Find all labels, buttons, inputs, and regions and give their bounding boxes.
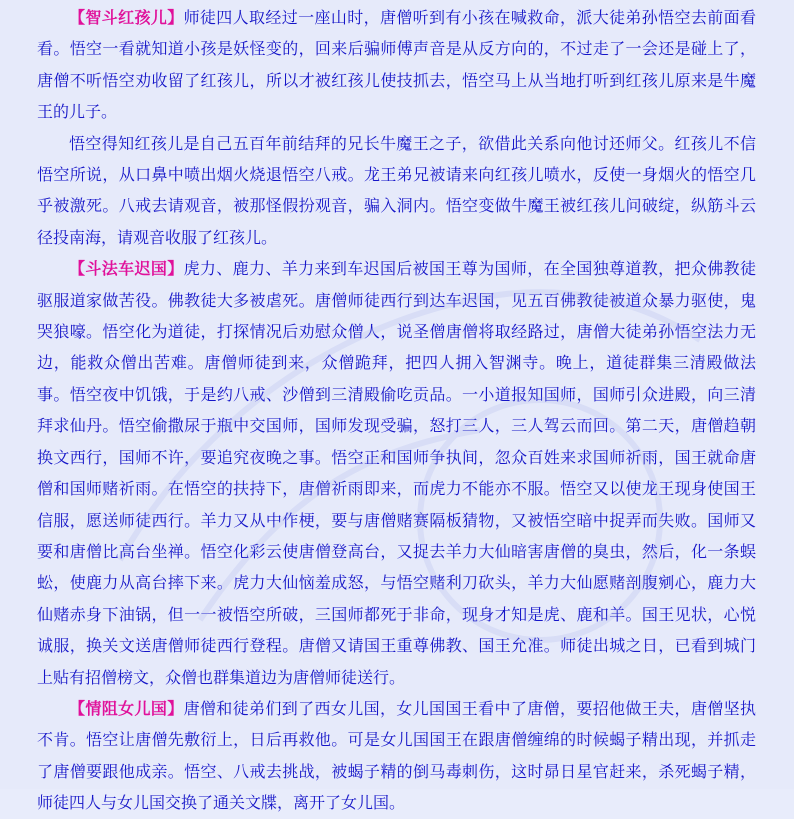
paragraph-1 bbox=[37, 2, 756, 128]
paragraph-3 bbox=[37, 253, 756, 693]
paragraph-text: 师徒四人取经过一座山时，唐僧听到有小孩在喊救命，派大徒弟孙悟空去前面看看。悟空一看就知道小孩是妖怪变的，回来后骗师傅声音是从反方向的，不过走了一会还是碰上了，唐僧不听悟空劝收留了红孩儿，所以才被红孩儿使技抓去，悟空马上从当地打听到红孩儿原来是牛魔王的儿子。 bbox=[37, 8, 756, 122]
paragraph-2 bbox=[37, 128, 756, 254]
paragraph-text: 唐僧和徒弟们到了西女儿国，女儿国国王看中了唐僧，要招他做王夫，唐僧坚执不肯。悟空让唐僧先敷衍上，日后再救他。可是女儿国国王在跟唐僧缠绵的时候蝎子精出现，并抓走了唐僧要跟他成亲。悟空、八戒去挑战，被蝎子精的倒马毒刺伤，这时昴日星官赶来，杀死蝎子精，师徒四人与女儿国交换了通关文牒，离开了女儿国。 bbox=[37, 698, 756, 813]
paragraph-text: 悟空得知红孩儿是自己五百年前结拜的兄长牛魔王之子，欲借此关系向他讨还师父。红孩儿不信悟空所说，从口鼻中喷出烟火烧退悟空八戒。龙王弟兄被请来向红孩儿喷水，反使一身烟火的悟空几乎被激死。八戒去请观音，被那怪假扮观音，骗入洞内。悟空变做牛魔王被红孩儿问破绽，纵筋斗云径投南海，请观音收服了红孩儿。 bbox=[37, 133, 756, 247]
section-heading: 【斗法车迟国】 bbox=[69, 259, 184, 279]
paragraph-4 bbox=[37, 693, 756, 819]
section-heading: 【智斗红孩儿】 bbox=[69, 8, 184, 27]
paragraph-text: 虎力、鹿力、羊力来到车迟国后被国王尊为国师，在全国独尊道教，把众佛教徒驱服道家做苦役。佛教徒大多被虐死。唐僧师徒西行到达车迟国，见五百佛教徒被道众暴力驱使，鬼哭狼嚎。悟空化为道徒，打探情况后劝慰众僧人，说圣僧唐僧将取经路过，唐僧大徒弟孙悟空法力无边，能救众僧出苦难。唐僧师徒到来，众僧跪拜，把四人拥入智渊寺。晚上，道徒群集三清殿做法事。悟空夜中饥饿，于是约八戒、沙僧到三清殿偷吃贡品。一小道报知国师，国师引众进殿，向三清拜求仙丹。悟空偷撒尿于瓶中交国师，国师发现受骗，怒打三人，三人驾云而回。第二天，唐僧趋朝换文西行，国师不许，要追究夜晚之事。悟空正和国师争执间，忽众百姓来求国师祈雨，国王就命唐僧和国师赌祈雨。在悟空的扶持下，唐僧祈雨即来，而虎力不能亦不服。悟空又以使龙王现身使国王信服，愿送师徒西行。羊力又从中作梗，要与唐僧赌赛隔板猜物，又被悟空暗中捉弄而失败。国师又要和唐僧比高台坐禅。悟空化彩云使唐僧登高台，又捉去羊力大仙暗害唐僧的臭虫，然后，化一条蜈蚣，使鹿力从高台摔下来。虎力大仙恼羞成怒，与悟空赌利刀砍头，羊力大仙愿赌剖腹剜心，鹿力大仙赌赤身下油锅，但一一被悟空所破，三国师都死于非命，现身才知是虎、鹿和羊。国王见状，心悦诚服，换关文送唐僧师徒西行登程。唐僧又请国王重尊佛教、国王允准。师徒出城之日，已看到城门上贴有招僧榜文，众僧也群集道边为唐僧师徒送行。 bbox=[37, 259, 756, 687]
section-heading: 【情阻女儿国】 bbox=[69, 698, 184, 718]
